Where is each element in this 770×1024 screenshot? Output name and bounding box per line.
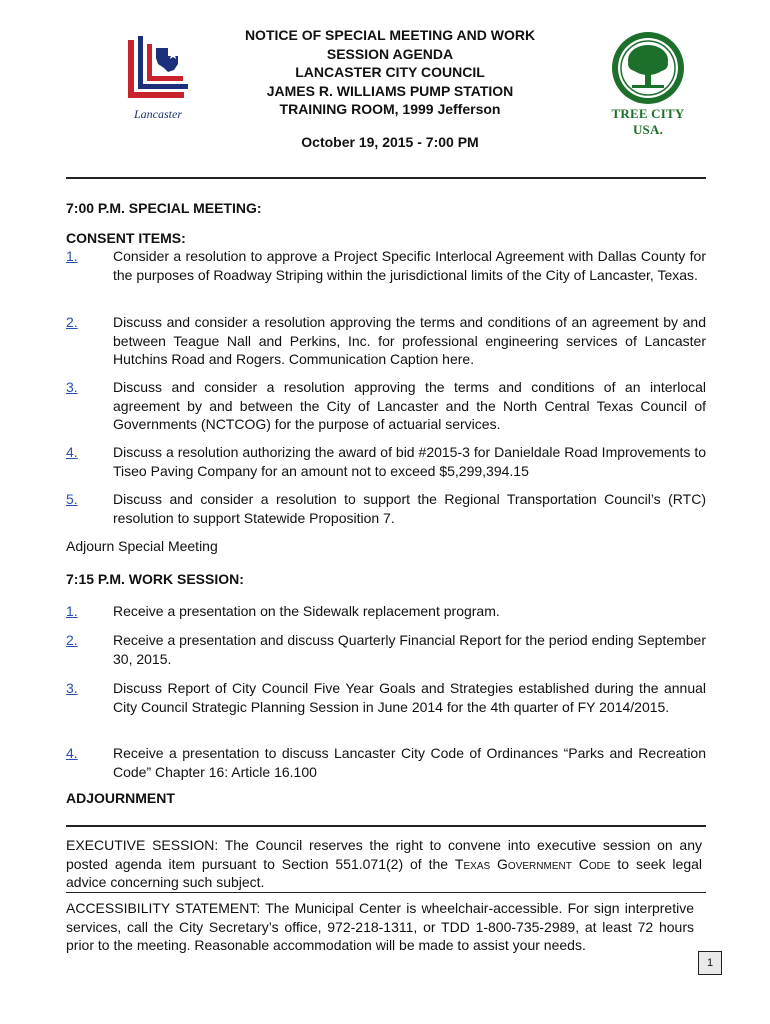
texas-government-code: Texas Government Code	[454, 855, 611, 872]
item-number-link[interactable]: 4.	[66, 444, 78, 460]
tree-city-usa-text: TREE CITY USA.	[611, 106, 685, 137]
list-item	[66, 247, 706, 284]
item-text: Discuss and consider a resolution approving the terms and conditions of an agreement by and between Teague Nall and Perkins, Inc. for professional engineering services of Lancaster Hutchins Road and Rogers. Communication Caption here.	[113, 314, 706, 367]
list-item	[66, 744, 706, 781]
executive-session-statement	[66, 836, 702, 892]
list-item	[66, 443, 706, 480]
list-item	[66, 378, 706, 434]
list-item	[66, 490, 706, 527]
accessibility-statement: ACCESSIBILITY STATEMENT: The Municipal Center is wheelchair-accessible. For sign interpretive services, call the City Secretary’s office, 972-218-1311, or TDD 1-800-735-2989, at least 72 hours prior to the meeting. Reasonable accommodation will be made to assist your needs.	[66, 900, 694, 953]
item-text: Discuss and consider a resolution to support the Regional Transportation Council’s (RTC) resolution to support Statewide Proposition 7.	[113, 491, 706, 526]
tree-icon	[596, 30, 700, 106]
special-meeting-heading: 7:00 P.M. SPECIAL MEETING:	[66, 200, 262, 216]
item-text: Discuss Report of City Council Five Year Goals and Strategies established during the annual City Council Strategic Planning Session in June 2014 for the 4th quarter of FY 2014/2015.	[113, 680, 706, 715]
executive-session-text: EXECUTIVE SESSION: The Council reserves the right to convene into executive session on any posted agenda item pursuant to Section 551.071(2) of the	[66, 837, 702, 872]
list-item	[66, 313, 706, 369]
executive-session-text-end: to seek legal advice concerning such subject.	[66, 855, 702, 890]
item-number-link[interactable]: 3.	[66, 379, 78, 395]
list-item	[66, 631, 706, 668]
item-number-link[interactable]: 2.	[66, 314, 78, 330]
item-number-link[interactable]: 2.	[66, 632, 78, 648]
item-text: Receive a presentation to discuss Lancaster City Code of Ordinances “Parks and Recreation Code” Chapter 16: Article 16.100	[113, 745, 706, 780]
item-text: Receive a presentation and discuss Quarterly Financial Report for the period ending September 30, 2015.	[113, 632, 706, 667]
lancaster-logo	[118, 34, 198, 124]
meeting-date: October 19, 2015 - 7:00 PM	[301, 134, 479, 150]
tree-city-usa-logo	[596, 30, 700, 137]
item-text: Discuss a resolution authorizing the award of bid #2015-3 for Danieldale Road Improvements to Tiseo Paving Company for an amount not to exceed $5,299,394.15	[113, 444, 706, 479]
item-number-link[interactable]: 1.	[66, 248, 78, 264]
header-divider	[66, 177, 706, 179]
title-line: NOTICE OF SPECIAL MEETING AND WORK	[244, 27, 536, 43]
item-number-link[interactable]: 1.	[66, 603, 78, 619]
list-item	[66, 679, 706, 716]
list-item	[66, 602, 706, 621]
section-divider	[66, 825, 706, 827]
page-title	[215, 26, 565, 119]
adjournment-heading: ADJOURNMENT	[66, 790, 175, 806]
title-line: TRAINING ROOM, 1999 Jefferson	[279, 101, 501, 117]
item-text: Receive a presentation on the Sidewalk replacement program.	[113, 603, 500, 619]
consent-items-heading: CONSENT ITEMS:	[66, 230, 186, 246]
item-number-link[interactable]: 3.	[66, 680, 78, 696]
item-text: Consider a resolution to approve a Project Specific Interlocal Agreement with Dallas County for the purposes of Roadway Striping within the jurisdictional limits of the City of Lancaster, Texas.	[113, 248, 706, 283]
item-number-link[interactable]: 4.	[66, 745, 78, 761]
title-line: LANCASTER CITY COUNCIL	[295, 64, 485, 80]
item-number-link[interactable]: 5.	[66, 491, 78, 507]
adjourn-special-meeting: Adjourn Special Meeting	[66, 538, 218, 554]
page-number: 1	[698, 951, 722, 975]
item-text: Discuss and consider a resolution approving the terms and conditions of an interlocal agreement by and between the City of Lancaster and the North Central Texas Council of Governments (NCTCOG) for the purpose of actuarial services.	[113, 379, 706, 432]
title-line: SESSION AGENDA	[326, 45, 454, 62]
work-session-heading: 7:15 P.M. WORK SESSION:	[66, 571, 244, 587]
section-divider	[66, 892, 706, 893]
lancaster-logo-text: Lancaster	[134, 107, 182, 121]
lancaster-logo-icon	[118, 34, 198, 106]
title-line: JAMES R. WILLIAMS PUMP STATION	[266, 82, 514, 99]
